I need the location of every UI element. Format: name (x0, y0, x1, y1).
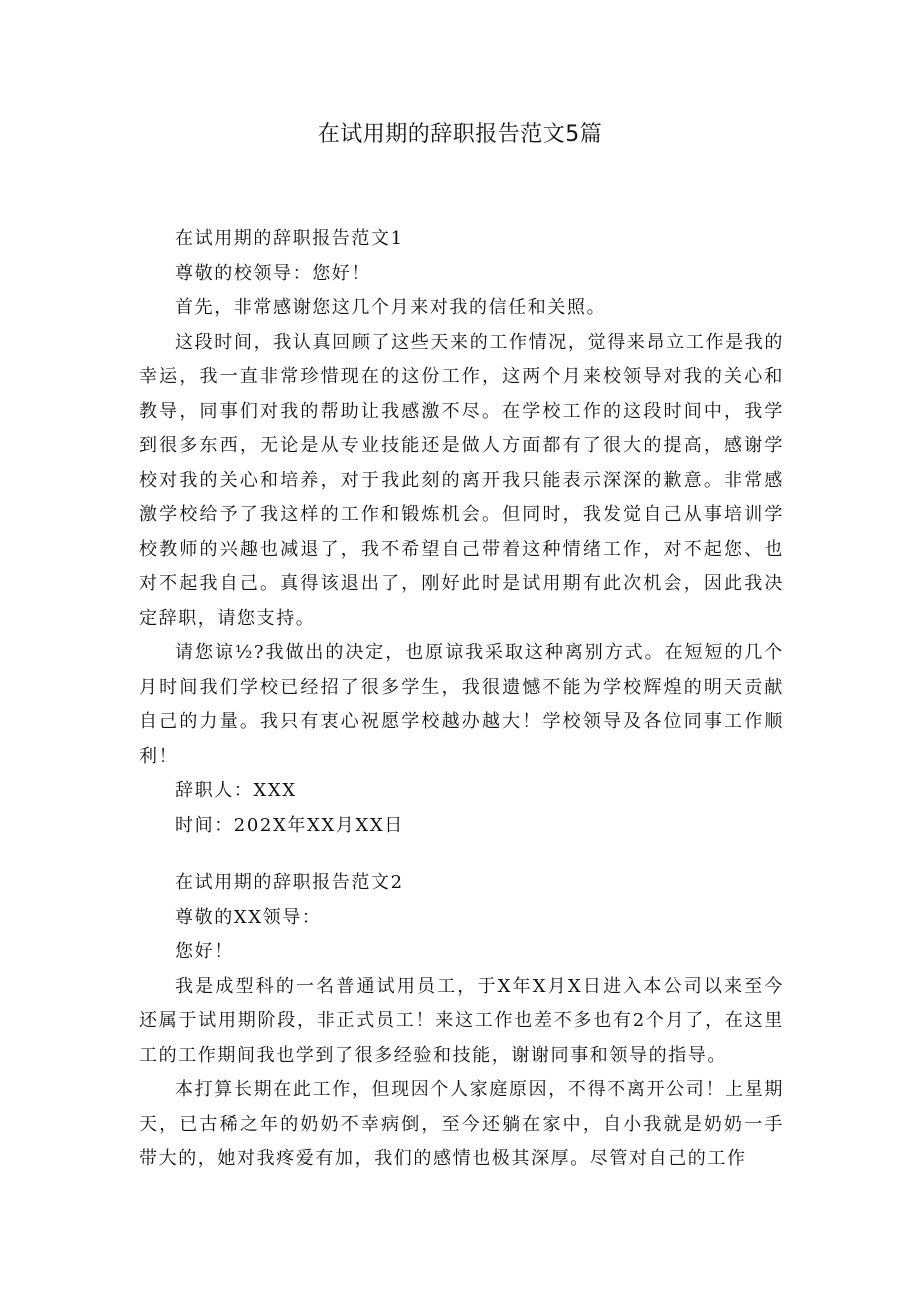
section-heading: 在试用期的辞职报告范文1 (175, 228, 404, 249)
section-heading: 在试用期的辞职报告范文2 (175, 872, 404, 893)
signer-line: 辞职人：XXX (175, 780, 297, 801)
paragraph: 我是成型科的一名普通试用员工，于X年X月X日进入本公司以来至今还属于试用期阶段，非正式员工！来这工作也差不多也有2个月了，在这里工的工作期间我也学到了很多经验和技能，谢谢同事和领导的指导。 (139, 975, 784, 1066)
paragraph: 本打算长期在此工作，但现因个人家庭原因，不得不离开公司！上星期天，已古稀之年的奶奶不幸病倒，至今还躺在家中，自小我就是奶奶一手带大的，她对我疼爱有加，我们的感情也极其深厚。尽管对自己的工作 (139, 1079, 784, 1169)
salutation: 尊敬的XX领导： (175, 906, 322, 928)
date-line: 时间：202X年XX月XX日 (175, 814, 404, 836)
report-section-2 (139, 866, 784, 1177)
paragraph: 请您谅½?我做出的决定，也原谅我采取这种离别方式。在短短的几个月时间我们学校已经招了很多学生，我很遗憾不能为学校辉煌的明天贡献自己的力量。我只有衷心祝愿学校越办越大！学校领导及各位同事工作顺利！ (139, 642, 784, 767)
paragraph: 首先，非常感谢您这几个月来对我的信任和关照。 (175, 297, 607, 318)
report-section-1 (139, 222, 784, 843)
paragraph: 这段时间，我认真回顾了这些天来的工作情况，觉得来昂立工作是我的幸运，我一直非常珍惜现在的这份工作，这两个月来校领导对我的关心和教导，同事们对我的帮助让我感激不尽。在学校工作的这段时间中，我学到很多东西，无论是从专业技能还是做人方面都有了很大的提高，感谢学校对我的关心和培养，对于我此刻的离开我只能表示深深的歉意。非常感激学校给予了我这样的工作和锻炼机会。但同时，我发觉自己从事培训学校教师的兴趣也减退了，我不希望自己带着这种情绪工作，对不起您、也对不起我自己。真得该退出了，刚好此时是试用期有此次机会，因此我决定辞职，请您支持。 (139, 331, 784, 629)
greeting: 您好！ (175, 941, 234, 962)
document-title: 在试用期的辞职报告范文5篇 (317, 122, 603, 147)
salutation: 尊敬的校领导：您好！ (175, 262, 371, 284)
